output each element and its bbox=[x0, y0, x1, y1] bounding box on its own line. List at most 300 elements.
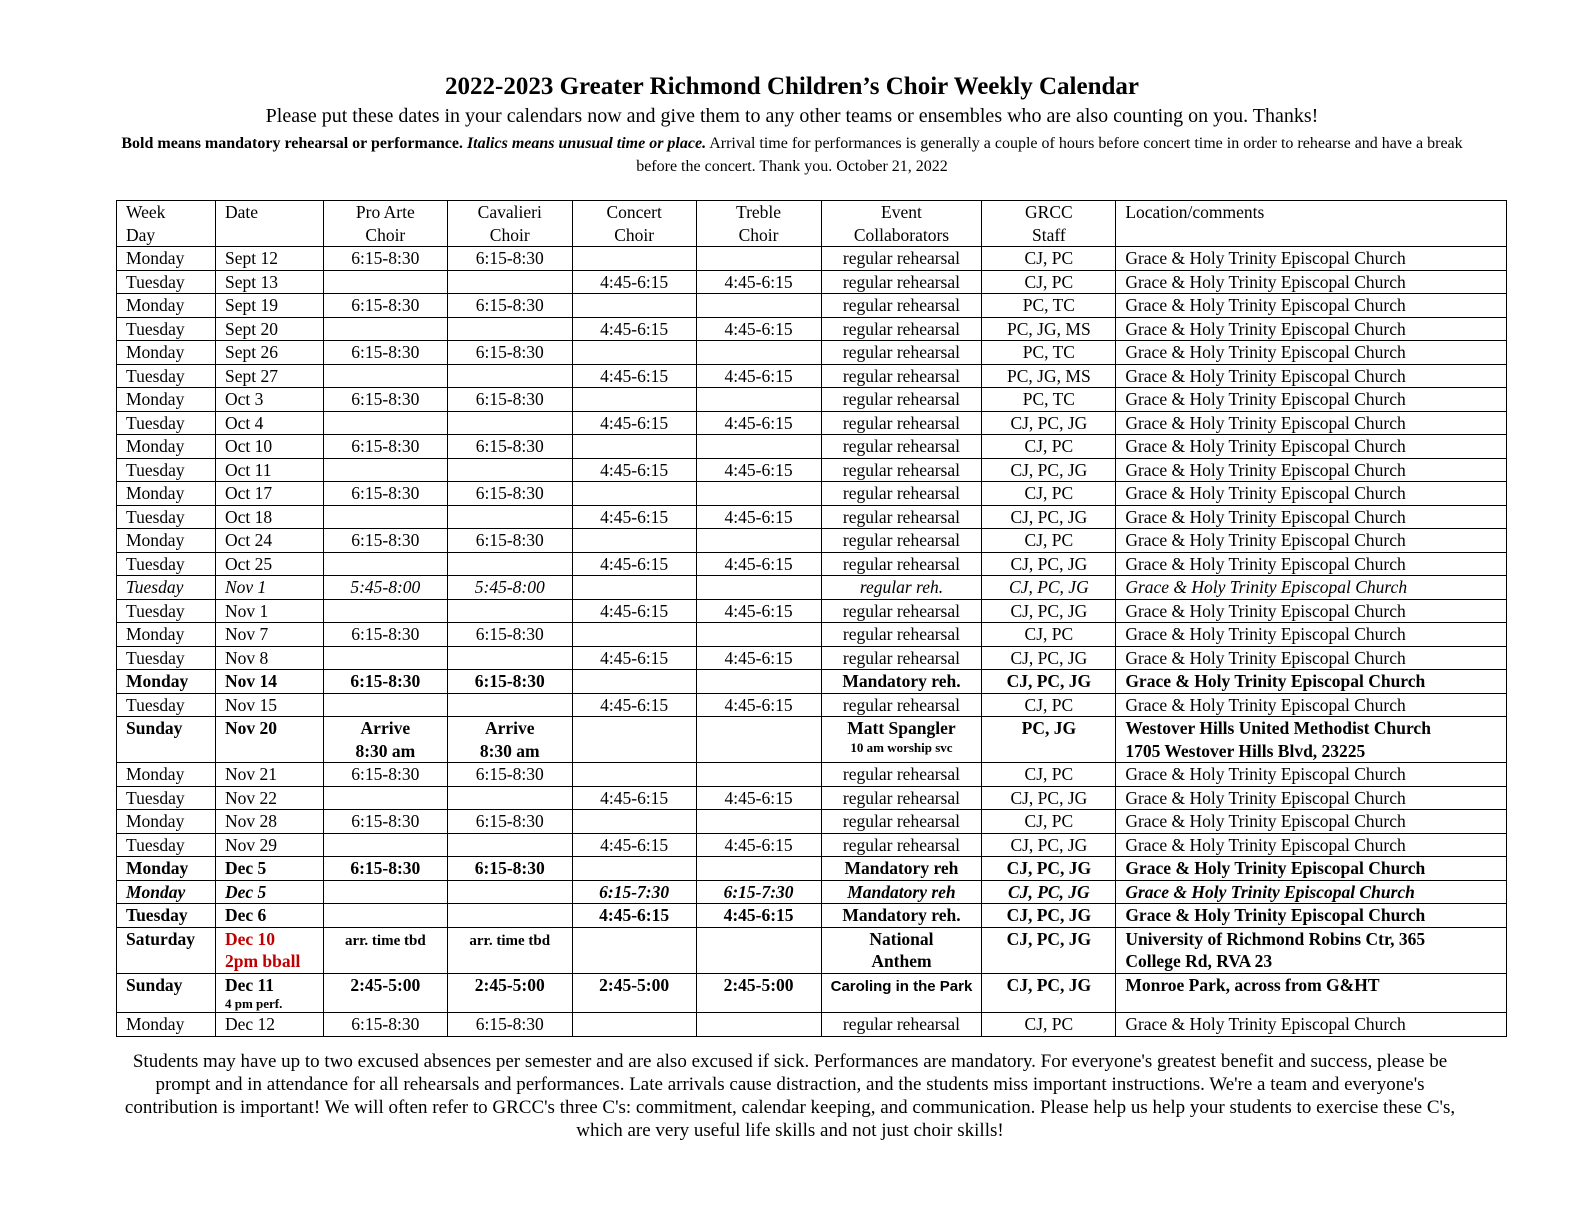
cell-concert: 4:45-6:15 bbox=[572, 364, 696, 388]
table-row bbox=[117, 880, 1507, 904]
cell-location: Grace & Holy Trinity Episcopal Church bbox=[1116, 904, 1507, 928]
cell-weekday: Tuesday bbox=[117, 576, 216, 600]
cell-event: regular rehearsal bbox=[821, 341, 982, 365]
cell-date: Oct 25 bbox=[215, 552, 323, 576]
cell-weekday: Sunday bbox=[117, 717, 216, 763]
cell-location: Grace & Holy Trinity Episcopal Church bbox=[1116, 458, 1507, 482]
table-row bbox=[117, 341, 1507, 365]
cell-cavalieri bbox=[447, 411, 572, 435]
cell-date: Nov 8 bbox=[215, 646, 323, 670]
cell-cavalieri bbox=[447, 364, 572, 388]
cell-date: Dec 10 2pm bball bbox=[215, 927, 323, 973]
cell-treble bbox=[696, 717, 821, 763]
cell-event: regular rehearsal bbox=[821, 623, 982, 647]
cell-location: Grace & Holy Trinity Episcopal Church bbox=[1116, 529, 1507, 553]
cell-weekday: Monday bbox=[117, 529, 216, 553]
cell-staff: CJ, PC bbox=[982, 270, 1116, 294]
cell-staff: CJ, PC, JG bbox=[982, 505, 1116, 529]
cell-pro-arte: 6:15-8:30 bbox=[323, 388, 447, 412]
cell-concert bbox=[572, 763, 696, 787]
cell-cavalieri bbox=[447, 317, 572, 341]
cell-event: regular rehearsal bbox=[821, 458, 982, 482]
cell-cavalieri bbox=[447, 786, 572, 810]
cell-pro-arte bbox=[323, 880, 447, 904]
cell-pro-arte bbox=[323, 786, 447, 810]
column-header-staff: GRCC Staff bbox=[982, 201, 1116, 247]
column-header-cavalieri: Cavalieri Choir bbox=[447, 201, 572, 247]
cell-pro-arte: 6:15-8:30 bbox=[323, 763, 447, 787]
cell-concert bbox=[572, 810, 696, 834]
cell-concert: 4:45-6:15 bbox=[572, 552, 696, 576]
cell-staff: CJ, PC, JG bbox=[982, 904, 1116, 928]
cell-cavalieri bbox=[447, 904, 572, 928]
cell-treble bbox=[696, 435, 821, 459]
cell-staff: CJ, PC bbox=[982, 435, 1116, 459]
cell-staff: CJ, PC bbox=[982, 623, 1116, 647]
cell-location: University of Richmond Robins Ctr, 365 College Rd, RVA 23 bbox=[1116, 927, 1507, 973]
table-row bbox=[117, 411, 1507, 435]
cell-pro-arte: 6:15-8:30 bbox=[323, 529, 447, 553]
cell-treble: 4:45-6:15 bbox=[696, 552, 821, 576]
cell-cavalieri: 6:15-8:30 bbox=[447, 857, 572, 881]
cell-concert bbox=[572, 670, 696, 694]
cell-cavalieri bbox=[447, 646, 572, 670]
cell-location: Grace & Holy Trinity Episcopal Church bbox=[1116, 552, 1507, 576]
cell-weekday: Monday bbox=[117, 388, 216, 412]
cell-location: Grace & Holy Trinity Episcopal Church bbox=[1116, 294, 1507, 318]
cell-event: regular rehearsal bbox=[821, 552, 982, 576]
cell-concert bbox=[572, 857, 696, 881]
cell-staff: PC, JG bbox=[982, 717, 1116, 763]
cell-location: Grace & Holy Trinity Episcopal Church bbox=[1116, 505, 1507, 529]
cell-location: Grace & Holy Trinity Episcopal Church bbox=[1116, 341, 1507, 365]
cell-staff: CJ, PC, JG bbox=[982, 458, 1116, 482]
cell-pro-arte bbox=[323, 317, 447, 341]
table-row bbox=[117, 388, 1507, 412]
cell-location: Grace & Holy Trinity Episcopal Church bbox=[1116, 482, 1507, 506]
cell-location: Grace & Holy Trinity Episcopal Church bbox=[1116, 435, 1507, 459]
column-header-location: Location/comments bbox=[1116, 201, 1507, 247]
cell-treble: 4:45-6:15 bbox=[696, 505, 821, 529]
cell-treble bbox=[696, 294, 821, 318]
cell-concert: 6:15-7:30 bbox=[572, 880, 696, 904]
cell-cavalieri bbox=[447, 270, 572, 294]
cell-treble bbox=[696, 388, 821, 412]
cell-weekday: Tuesday bbox=[117, 693, 216, 717]
table-row bbox=[117, 857, 1507, 881]
cell-treble: 4:45-6:15 bbox=[696, 411, 821, 435]
cell-cavalieri: 6:15-8:30 bbox=[447, 388, 572, 412]
column-header-treble: Treble Choir bbox=[696, 201, 821, 247]
cell-weekday: Tuesday bbox=[117, 458, 216, 482]
cell-staff: CJ, PC, JG bbox=[982, 786, 1116, 810]
cell-pro-arte bbox=[323, 364, 447, 388]
column-header-pro-arte: Pro Arte Choir bbox=[323, 201, 447, 247]
cell-date: Nov 21 bbox=[215, 763, 323, 787]
cell-weekday: Tuesday bbox=[117, 411, 216, 435]
cell-location: Grace & Holy Trinity Episcopal Church bbox=[1116, 576, 1507, 600]
table-row bbox=[117, 717, 1507, 763]
cell-location: Grace & Holy Trinity Episcopal Church bbox=[1116, 623, 1507, 647]
table-row bbox=[117, 973, 1507, 1013]
cell-event: Matt Spangler 10 am worship svc bbox=[821, 717, 982, 763]
cell-pro-arte bbox=[323, 646, 447, 670]
cell-treble bbox=[696, 341, 821, 365]
cell-location: Monroe Park, across from G&HT bbox=[1116, 973, 1507, 1013]
calendar-table bbox=[116, 200, 1507, 1037]
cell-cavalieri: 6:15-8:30 bbox=[447, 623, 572, 647]
cell-concert: 4:45-6:15 bbox=[572, 693, 696, 717]
table-row bbox=[117, 270, 1507, 294]
cell-weekday: Monday bbox=[117, 670, 216, 694]
cell-pro-arte bbox=[323, 411, 447, 435]
cell-cavalieri: arr. time tbd bbox=[447, 927, 572, 973]
cell-concert bbox=[572, 388, 696, 412]
cell-location: Grace & Holy Trinity Episcopal Church bbox=[1116, 599, 1507, 623]
cell-location: Grace & Holy Trinity Episcopal Church bbox=[1116, 833, 1507, 857]
table-row bbox=[117, 364, 1507, 388]
cell-cavalieri: 6:15-8:30 bbox=[447, 763, 572, 787]
table-row bbox=[117, 458, 1507, 482]
cell-date: Sept 12 bbox=[215, 247, 323, 271]
cell-pro-arte: 6:15-8:30 bbox=[323, 247, 447, 271]
cell-weekday: Monday bbox=[117, 1013, 216, 1037]
cell-cavalieri: Arrive 8:30 am bbox=[447, 717, 572, 763]
column-header-date: Date bbox=[215, 201, 323, 247]
cell-cavalieri bbox=[447, 599, 572, 623]
cell-treble bbox=[696, 927, 821, 973]
cell-weekday: Tuesday bbox=[117, 786, 216, 810]
cell-event: regular rehearsal bbox=[821, 388, 982, 412]
cell-treble: 4:45-6:15 bbox=[696, 786, 821, 810]
cell-pro-arte: Arrive 8:30 am bbox=[323, 717, 447, 763]
cell-location: Grace & Holy Trinity Episcopal Church bbox=[1116, 857, 1507, 881]
cell-event: regular rehearsal bbox=[821, 294, 982, 318]
cell-treble: 2:45-5:00 bbox=[696, 973, 821, 1013]
cell-location: Grace & Holy Trinity Episcopal Church bbox=[1116, 364, 1507, 388]
cell-pro-arte: 6:15-8:30 bbox=[323, 482, 447, 506]
cell-cavalieri bbox=[447, 552, 572, 576]
cell-staff: CJ, PC bbox=[982, 482, 1116, 506]
cell-treble: 4:45-6:15 bbox=[696, 317, 821, 341]
cell-weekday: Tuesday bbox=[117, 270, 216, 294]
cell-concert: 4:45-6:15 bbox=[572, 505, 696, 529]
cell-staff: PC, TC bbox=[982, 341, 1116, 365]
cell-date: Nov 28 bbox=[215, 810, 323, 834]
cell-pro-arte: 2:45-5:00 bbox=[323, 973, 447, 1013]
cell-event: regular rehearsal bbox=[821, 317, 982, 341]
cell-event: regular rehearsal bbox=[821, 599, 982, 623]
cell-event: regular rehearsal bbox=[821, 247, 982, 271]
cell-pro-arte bbox=[323, 552, 447, 576]
column-header-weekday: Week Day bbox=[117, 201, 216, 247]
cell-pro-arte: 6:15-8:30 bbox=[323, 435, 447, 459]
table-row bbox=[117, 646, 1507, 670]
cell-weekday: Tuesday bbox=[117, 317, 216, 341]
cell-event: regular rehearsal bbox=[821, 270, 982, 294]
table-row bbox=[117, 927, 1507, 973]
cell-weekday: Tuesday bbox=[117, 646, 216, 670]
column-header-event: Event Collaborators bbox=[821, 201, 982, 247]
cell-weekday: Monday bbox=[117, 341, 216, 365]
cell-cavalieri bbox=[447, 458, 572, 482]
cell-staff: CJ, PC, JG bbox=[982, 552, 1116, 576]
cell-pro-arte: 6:15-8:30 bbox=[323, 810, 447, 834]
cell-cavalieri: 2:45-5:00 bbox=[447, 973, 572, 1013]
cell-event: regular rehearsal bbox=[821, 505, 982, 529]
cell-date: Sept 26 bbox=[215, 341, 323, 365]
cell-cavalieri: 6:15-8:30 bbox=[447, 341, 572, 365]
cell-pro-arte bbox=[323, 270, 447, 294]
cell-staff: CJ, PC, JG bbox=[982, 857, 1116, 881]
cell-treble bbox=[696, 529, 821, 553]
cell-pro-arte: 6:15-8:30 bbox=[323, 1013, 447, 1037]
cell-treble bbox=[696, 763, 821, 787]
cell-date: Nov 7 bbox=[215, 623, 323, 647]
cell-cavalieri: 6:15-8:30 bbox=[447, 294, 572, 318]
cell-staff: CJ, PC bbox=[982, 763, 1116, 787]
cell-location: Grace & Holy Trinity Episcopal Church bbox=[1116, 247, 1507, 271]
cell-staff: PC, TC bbox=[982, 388, 1116, 412]
cell-staff: PC, JG, MS bbox=[982, 317, 1116, 341]
legend-note bbox=[117, 132, 1467, 178]
table-row bbox=[117, 247, 1507, 271]
cell-concert: 4:45-6:15 bbox=[572, 904, 696, 928]
cell-event: regular rehearsal bbox=[821, 693, 982, 717]
cell-date: Sept 19 bbox=[215, 294, 323, 318]
column-header-concert: Concert Choir bbox=[572, 201, 696, 247]
table-row bbox=[117, 1013, 1507, 1037]
cell-staff: CJ, PC, JG bbox=[982, 880, 1116, 904]
cell-concert bbox=[572, 341, 696, 365]
table-row bbox=[117, 552, 1507, 576]
cell-weekday: Monday bbox=[117, 857, 216, 881]
cell-concert bbox=[572, 717, 696, 763]
cell-weekday: Tuesday bbox=[117, 904, 216, 928]
cell-staff: CJ, PC, JG bbox=[982, 670, 1116, 694]
table-row bbox=[117, 505, 1507, 529]
cell-staff: CJ, PC bbox=[982, 247, 1116, 271]
cell-treble bbox=[696, 623, 821, 647]
cell-treble: 4:45-6:15 bbox=[696, 270, 821, 294]
cell-location: Grace & Holy Trinity Episcopal Church bbox=[1116, 786, 1507, 810]
cell-date: Nov 1 bbox=[215, 599, 323, 623]
cell-date: Dec 12 bbox=[215, 1013, 323, 1037]
table-row bbox=[117, 623, 1507, 647]
cell-event: regular rehearsal bbox=[821, 646, 982, 670]
cell-concert bbox=[572, 294, 696, 318]
cell-cavalieri bbox=[447, 693, 572, 717]
cell-concert bbox=[572, 529, 696, 553]
cell-weekday: Saturday bbox=[117, 927, 216, 973]
footer-note: Students may have up to two excused absences per semester and are also excused if sick. Performances are mandatory. For everyone's greatest benefit and success, please be prompt and in attendance for all rehearsals and performances. Late arrivals cause distraction, and the students miss important instructions. We're a team and everyone's contribution is important! We will often refer to GRCC's three C's: commitment, calendar keeping, and communication. Please help us help your students to exercise these C's, which are very useful life skills and not just choir skills! bbox=[124, 1051, 1456, 1141]
cell-weekday: Monday bbox=[117, 435, 216, 459]
cell-staff: CJ, PC, JG bbox=[982, 973, 1116, 1013]
cell-weekday: Monday bbox=[117, 247, 216, 271]
cell-location: Grace & Holy Trinity Episcopal Church bbox=[1116, 646, 1507, 670]
cell-cavalieri: 6:15-8:30 bbox=[447, 247, 572, 271]
table-row bbox=[117, 670, 1507, 694]
cell-concert: 4:45-6:15 bbox=[572, 833, 696, 857]
cell-staff: CJ, PC, JG bbox=[982, 599, 1116, 623]
cell-concert: 4:45-6:15 bbox=[572, 599, 696, 623]
table-row bbox=[117, 693, 1507, 717]
cell-date: Sept 20 bbox=[215, 317, 323, 341]
cell-cavalieri bbox=[447, 833, 572, 857]
cell-staff: PC, JG, MS bbox=[982, 364, 1116, 388]
cell-event: regular rehearsal bbox=[821, 810, 982, 834]
cell-concert: 4:45-6:15 bbox=[572, 786, 696, 810]
cell-concert: 2:45-5:00 bbox=[572, 973, 696, 1013]
cell-pro-arte bbox=[323, 599, 447, 623]
cell-date: Oct 24 bbox=[215, 529, 323, 553]
cell-cavalieri: 6:15-8:30 bbox=[447, 482, 572, 506]
page-subtitle: Please put these dates in your calendars now and give them to any other teams or ensembles who are also counting on you. Thanks! bbox=[265, 105, 1319, 127]
cell-treble bbox=[696, 810, 821, 834]
cell-staff: CJ, PC, JG bbox=[982, 927, 1116, 973]
cell-concert: 4:45-6:15 bbox=[572, 458, 696, 482]
cell-weekday: Sunday bbox=[117, 973, 216, 1013]
cell-event: Mandatory reh. bbox=[821, 904, 982, 928]
cell-date: Sept 13 bbox=[215, 270, 323, 294]
table-row bbox=[117, 786, 1507, 810]
cell-location: Grace & Holy Trinity Episcopal Church bbox=[1116, 1013, 1507, 1037]
cell-event: Mandatory reh bbox=[821, 857, 982, 881]
cell-date: Oct 11 bbox=[215, 458, 323, 482]
cell-location: Grace & Holy Trinity Episcopal Church bbox=[1116, 810, 1507, 834]
cell-location: Grace & Holy Trinity Episcopal Church bbox=[1116, 693, 1507, 717]
cell-location: Grace & Holy Trinity Episcopal Church bbox=[1116, 880, 1507, 904]
cell-treble: 6:15-7:30 bbox=[696, 880, 821, 904]
cell-pro-arte bbox=[323, 693, 447, 717]
cell-treble: 4:45-6:15 bbox=[696, 364, 821, 388]
cell-pro-arte: 6:15-8:30 bbox=[323, 341, 447, 365]
cell-treble: 4:45-6:15 bbox=[696, 458, 821, 482]
cell-treble: 4:45-6:15 bbox=[696, 693, 821, 717]
cell-location: Grace & Holy Trinity Episcopal Church bbox=[1116, 670, 1507, 694]
table-row bbox=[117, 529, 1507, 553]
cell-pro-arte: 6:15-8:30 bbox=[323, 670, 447, 694]
cell-date: Nov 1 bbox=[215, 576, 323, 600]
cell-concert bbox=[572, 435, 696, 459]
cell-event: Mandatory reh bbox=[821, 880, 982, 904]
cell-date: Nov 15 bbox=[215, 693, 323, 717]
cell-date: Dec 6 bbox=[215, 904, 323, 928]
cell-event: regular rehearsal bbox=[821, 1013, 982, 1037]
table-row bbox=[117, 833, 1507, 857]
cell-staff: CJ, PC bbox=[982, 810, 1116, 834]
cell-date: Oct 17 bbox=[215, 482, 323, 506]
cell-weekday: Monday bbox=[117, 482, 216, 506]
cell-treble: 4:45-6:15 bbox=[696, 646, 821, 670]
table-row bbox=[117, 904, 1507, 928]
page-title: 2022-2023 Greater Richmond Children’s Choir Weekly Calendar bbox=[445, 73, 1139, 100]
cell-date: Oct 3 bbox=[215, 388, 323, 412]
cell-weekday: Tuesday bbox=[117, 833, 216, 857]
cell-staff: CJ, PC bbox=[982, 1013, 1116, 1037]
cell-event: regular rehearsal bbox=[821, 786, 982, 810]
cell-event: regular rehearsal bbox=[821, 435, 982, 459]
cell-location: Grace & Holy Trinity Episcopal Church bbox=[1116, 388, 1507, 412]
cell-pro-arte bbox=[323, 505, 447, 529]
cell-cavalieri: 5:45-8:00 bbox=[447, 576, 572, 600]
cell-staff: PC, TC bbox=[982, 294, 1116, 318]
cell-event: National Anthem bbox=[821, 927, 982, 973]
cell-treble bbox=[696, 670, 821, 694]
cell-treble: 4:45-6:15 bbox=[696, 904, 821, 928]
cell-event: regular rehearsal bbox=[821, 833, 982, 857]
cell-weekday: Tuesday bbox=[117, 505, 216, 529]
cell-date: Sept 27 bbox=[215, 364, 323, 388]
cell-cavalieri: 6:15-8:30 bbox=[447, 529, 572, 553]
cell-event: regular rehearsal bbox=[821, 482, 982, 506]
cell-pro-arte: arr. time tbd bbox=[323, 927, 447, 973]
cell-weekday: Monday bbox=[117, 623, 216, 647]
cell-date: Nov 20 bbox=[215, 717, 323, 763]
cell-concert bbox=[572, 482, 696, 506]
cell-location: Grace & Holy Trinity Episcopal Church bbox=[1116, 763, 1507, 787]
cell-event: Mandatory reh. bbox=[821, 670, 982, 694]
cell-staff: CJ, PC, JG bbox=[982, 576, 1116, 600]
cell-treble bbox=[696, 576, 821, 600]
cell-concert bbox=[572, 576, 696, 600]
cell-location: Westover Hills United Methodist Church 1705 Westover Hills Blvd, 23225 bbox=[1116, 717, 1507, 763]
cell-concert: 4:45-6:15 bbox=[572, 317, 696, 341]
table-row bbox=[117, 294, 1507, 318]
cell-weekday: Tuesday bbox=[117, 364, 216, 388]
cell-treble: 4:45-6:15 bbox=[696, 833, 821, 857]
cell-weekday: Tuesday bbox=[117, 552, 216, 576]
table-row bbox=[117, 435, 1507, 459]
cell-event: regular rehearsal bbox=[821, 411, 982, 435]
cell-staff: CJ, PC bbox=[982, 693, 1116, 717]
cell-staff: CJ, PC, JG bbox=[982, 646, 1116, 670]
cell-concert bbox=[572, 927, 696, 973]
table-row bbox=[117, 810, 1507, 834]
cell-treble bbox=[696, 482, 821, 506]
document-header bbox=[0, 70, 1584, 178]
cell-event: regular rehearsal bbox=[821, 529, 982, 553]
cell-location: Grace & Holy Trinity Episcopal Church bbox=[1116, 411, 1507, 435]
cell-event: regular rehearsal bbox=[821, 763, 982, 787]
cell-event: Caroling in the Park bbox=[821, 973, 982, 1013]
cell-pro-arte: 6:15-8:30 bbox=[323, 294, 447, 318]
cell-event: regular reh. bbox=[821, 576, 982, 600]
cell-date: Nov 22 bbox=[215, 786, 323, 810]
cell-date: Nov 14 bbox=[215, 670, 323, 694]
cell-concert bbox=[572, 247, 696, 271]
cell-treble bbox=[696, 857, 821, 881]
table-row bbox=[117, 763, 1507, 787]
table-row bbox=[117, 576, 1507, 600]
cell-weekday: Monday bbox=[117, 810, 216, 834]
cell-treble bbox=[696, 247, 821, 271]
cell-weekday: Tuesday bbox=[117, 599, 216, 623]
cell-date: Nov 29 bbox=[215, 833, 323, 857]
cell-cavalieri: 6:15-8:30 bbox=[447, 670, 572, 694]
cell-location: Grace & Holy Trinity Episcopal Church bbox=[1116, 317, 1507, 341]
cell-pro-arte bbox=[323, 833, 447, 857]
cell-date: Oct 18 bbox=[215, 505, 323, 529]
cell-treble: 4:45-6:15 bbox=[696, 599, 821, 623]
cell-concert: 4:45-6:15 bbox=[572, 646, 696, 670]
cell-weekday: Monday bbox=[117, 880, 216, 904]
cell-staff: CJ, PC, JG bbox=[982, 411, 1116, 435]
cell-cavalieri: 6:15-8:30 bbox=[447, 435, 572, 459]
cell-date: Dec 11 4 pm perf. bbox=[215, 973, 323, 1013]
cell-treble bbox=[696, 1013, 821, 1037]
legend-rest-text: Arrival time for performances is generally a couple of hours before concert time in order to rehearse and have a break before the concert. Thank you. October 21, 2022 bbox=[636, 135, 1463, 175]
